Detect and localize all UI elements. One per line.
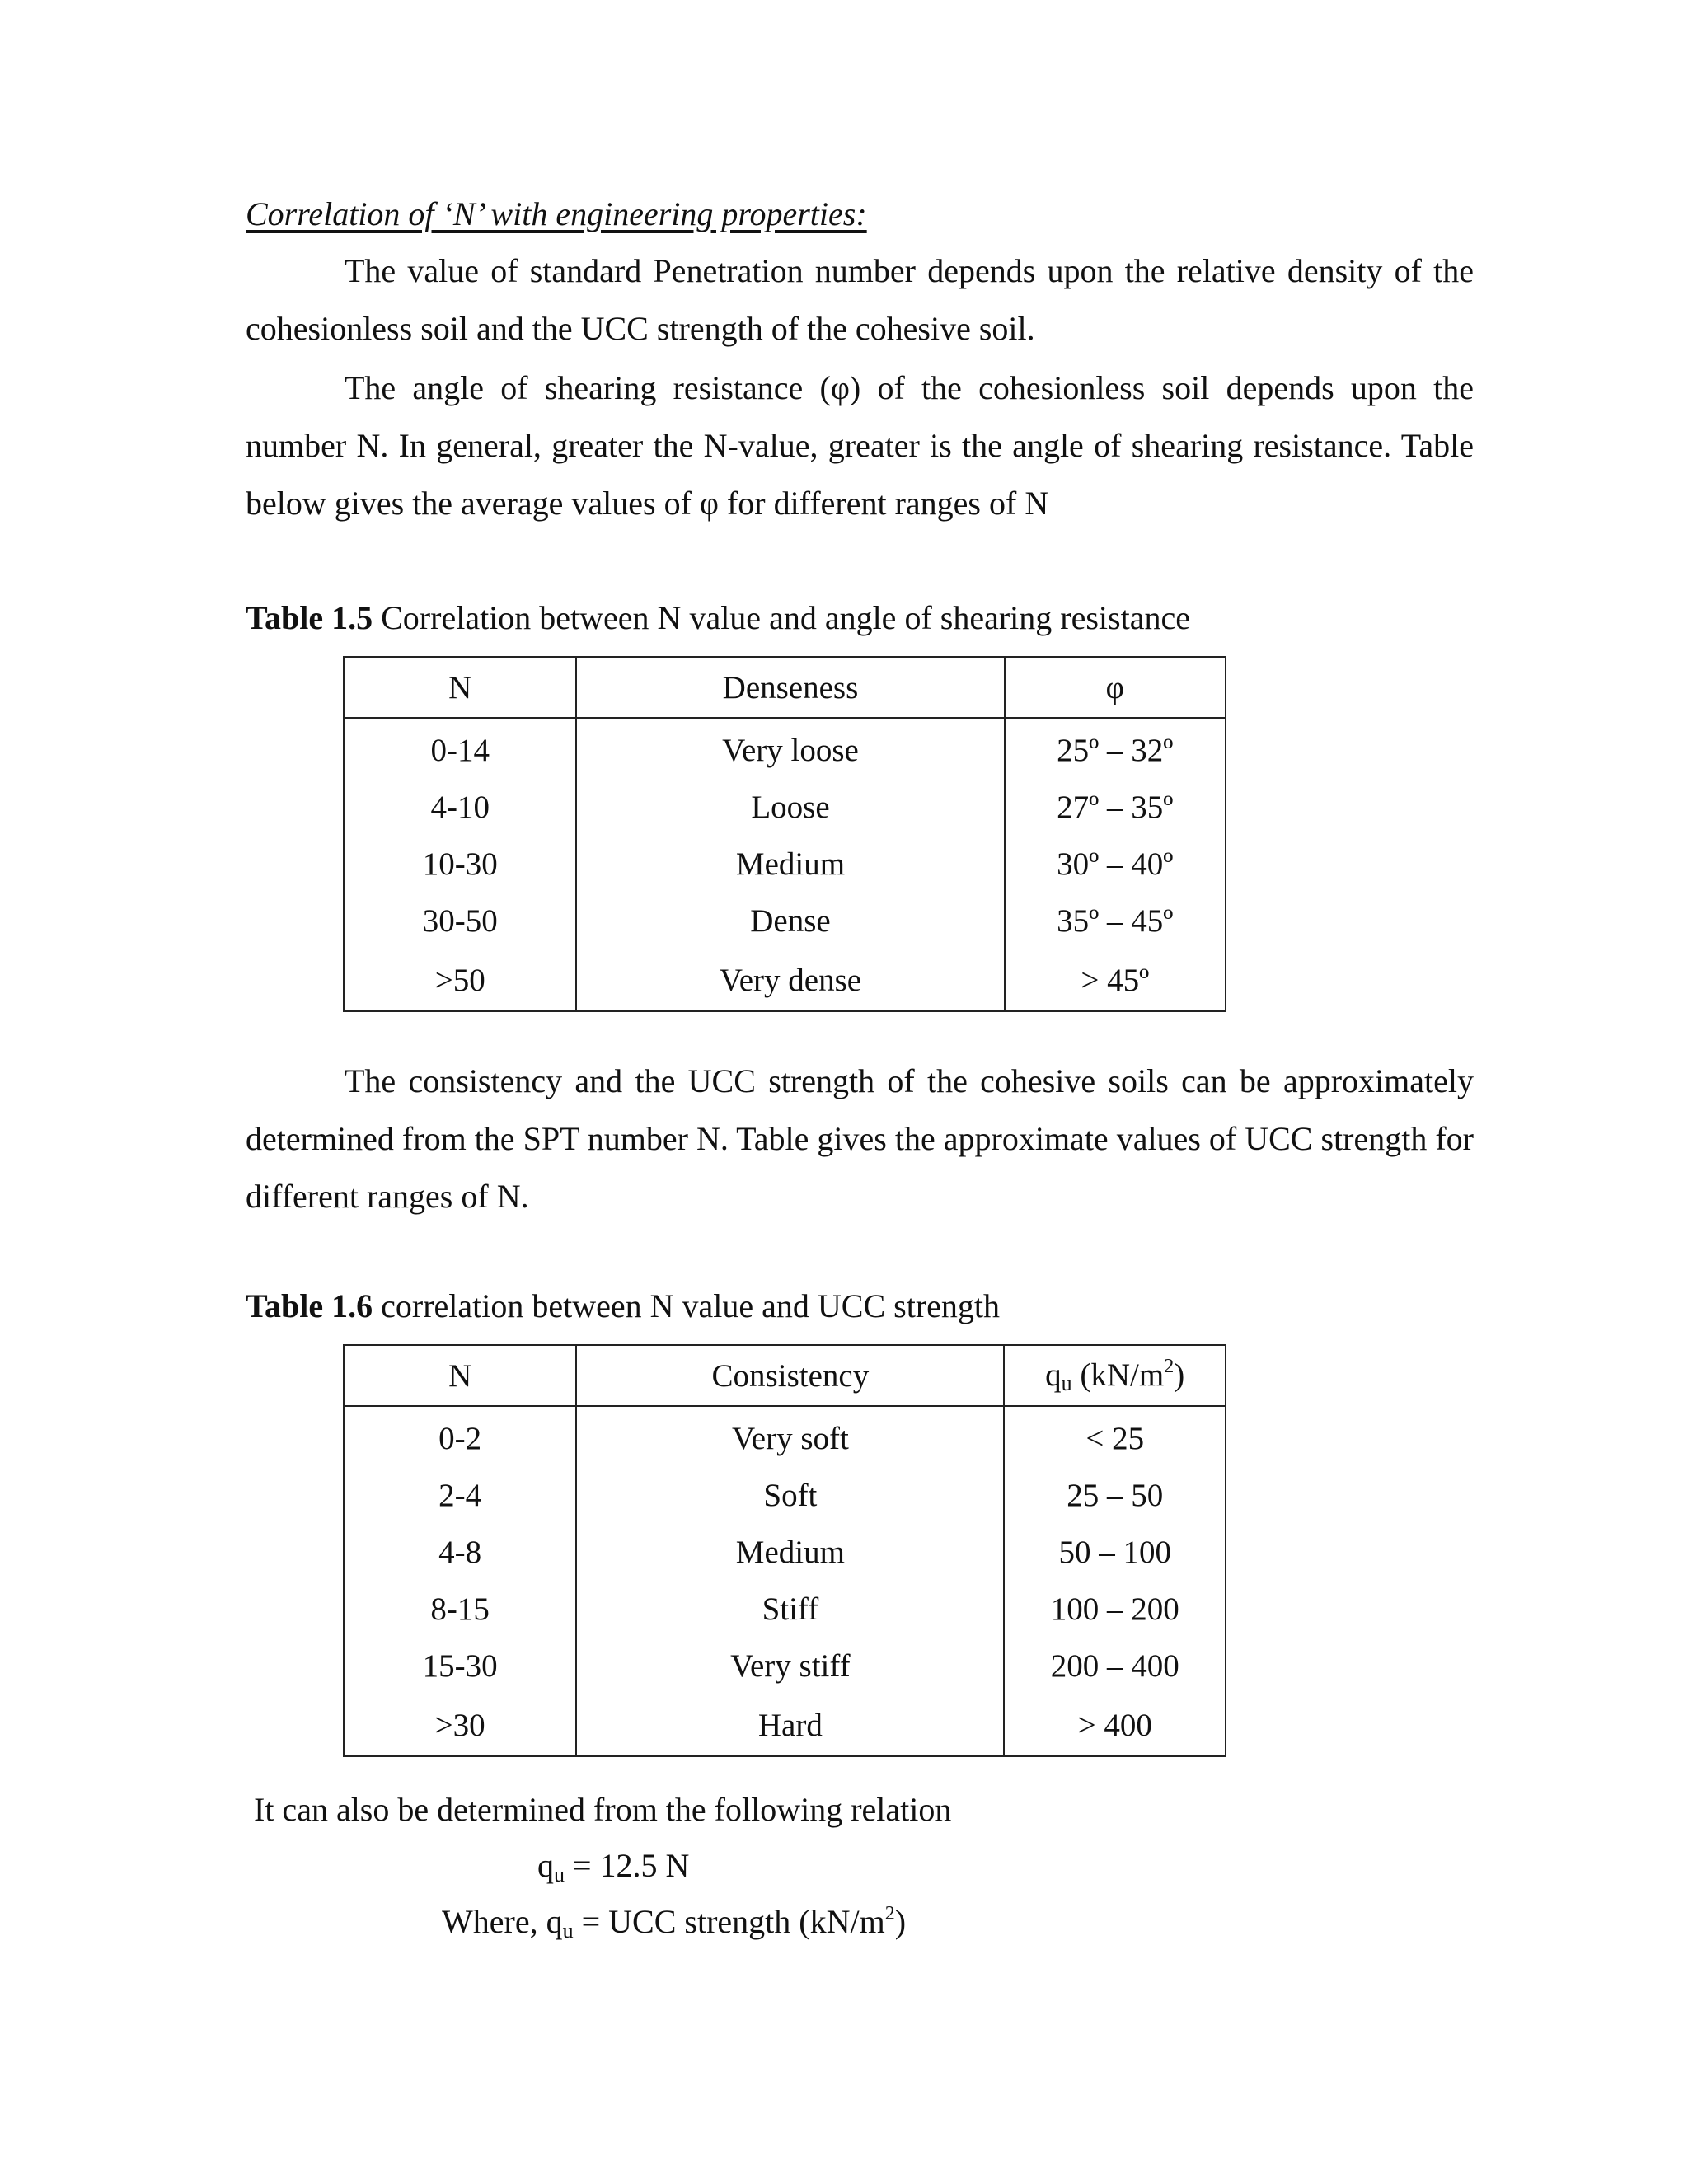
cell-consistency: Soft xyxy=(576,1467,1004,1524)
where-text: = UCC strength (kN/m xyxy=(573,1903,885,1940)
table-1-5-caption xyxy=(246,598,1190,637)
table-1-6-label: Table 1.6 xyxy=(246,1287,373,1324)
cell-qu: > 400 xyxy=(1004,1694,1226,1756)
cell-consistency: Stiff xyxy=(576,1581,1004,1638)
table-row xyxy=(344,1581,1226,1638)
cell-n: 2-4 xyxy=(344,1467,576,1524)
cell-phi: 35º – 45º xyxy=(1005,893,1226,949)
qu-unit-exponent: 2 xyxy=(1164,1355,1175,1377)
table-row xyxy=(344,718,1226,779)
section-heading: Correlation of ‘N’ with engineering properties: xyxy=(246,195,867,232)
header-n: N xyxy=(344,1345,576,1406)
cell-denseness: Very loose xyxy=(576,718,1004,779)
cell-n: 15-30 xyxy=(344,1638,576,1694)
table-row xyxy=(344,1694,1226,1756)
header-n: N xyxy=(344,657,576,718)
cell-n: 4-10 xyxy=(344,779,576,836)
where-prefix: Where, q xyxy=(442,1903,563,1940)
header-consistency: Consistency xyxy=(576,1345,1004,1406)
cell-qu: 25 – 50 xyxy=(1004,1467,1226,1524)
cell-denseness: Medium xyxy=(576,836,1004,893)
cell-consistency: Hard xyxy=(576,1694,1004,1756)
cell-n: 8-15 xyxy=(344,1581,576,1638)
table-1-5-label: Table 1.5 xyxy=(246,599,373,636)
formula-rhs: = 12.5 N xyxy=(565,1847,690,1884)
where-close: ) xyxy=(894,1903,907,1940)
table-n-vs-ucc xyxy=(343,1344,1226,1757)
formula-symbol: q xyxy=(537,1847,554,1884)
table-1-5-title: Correlation between N value and angle of shearing resistance xyxy=(373,599,1190,636)
cell-n: >30 xyxy=(344,1694,576,1756)
cell-phi: 25º – 32º xyxy=(1005,718,1226,779)
cell-qu: 50 – 100 xyxy=(1004,1524,1226,1581)
qu-unit-close: ) xyxy=(1174,1357,1185,1393)
cell-denseness: Very dense xyxy=(576,949,1004,1011)
qu-unit: (kN/m xyxy=(1071,1357,1165,1393)
table-row xyxy=(344,1524,1226,1581)
table-row xyxy=(344,1406,1226,1467)
cell-qu: 100 – 200 xyxy=(1004,1581,1226,1638)
paragraph-spt-dependence: The value of standard Penetration number depends upon the relative density of the cohesionless soil and the UCC strength of the cohesive soil. xyxy=(246,252,1474,347)
table-row xyxy=(344,836,1226,893)
cell-qu: < 25 xyxy=(1004,1406,1226,1467)
formula-qu xyxy=(537,1846,689,1887)
cell-phi: 30º – 40º xyxy=(1005,836,1226,893)
table-row xyxy=(344,779,1226,836)
header-phi: φ xyxy=(1005,657,1226,718)
cell-n: >50 xyxy=(344,949,576,1011)
header-denseness: Denseness xyxy=(576,657,1004,718)
cell-n: 30-50 xyxy=(344,893,576,949)
table-row xyxy=(344,949,1226,1011)
table-1-6-caption xyxy=(246,1286,1000,1325)
header-qu xyxy=(1004,1345,1226,1406)
paragraph-consistency: The consistency and the UCC strength of the cohesive soils can be approximately determined from the SPT number N. Table gives the approximate values of UCC strength for different ranges of N. xyxy=(246,1062,1474,1215)
table-1-6-title: correlation between N value and UCC strength xyxy=(373,1287,1001,1324)
table-header-row xyxy=(344,657,1226,718)
cell-n: 0-2 xyxy=(344,1406,576,1467)
cell-consistency: Very stiff xyxy=(576,1638,1004,1694)
cell-qu: 200 – 400 xyxy=(1004,1638,1226,1694)
formula-definition xyxy=(442,1902,906,1943)
cell-consistency: Very soft xyxy=(576,1406,1004,1467)
cell-n: 0-14 xyxy=(344,718,576,779)
table-n-vs-phi xyxy=(343,656,1226,1012)
table-header-row xyxy=(344,1345,1226,1406)
paragraph-shearing-resistance: The angle of shearing resistance (φ) of the cohesionless soil depends upon the number N. In general, greater the N-value, greater is the angle of shearing resistance. Table below gives the average values of φ for different ranges of N xyxy=(246,369,1474,522)
qu-symbol: q xyxy=(1045,1357,1062,1393)
table-row xyxy=(344,893,1226,949)
cell-denseness: Dense xyxy=(576,893,1004,949)
cell-phi: > 45º xyxy=(1005,949,1226,1011)
formula-subscript: u xyxy=(554,1863,565,1886)
cell-phi: 27º – 35º xyxy=(1005,779,1226,836)
cell-denseness: Loose xyxy=(576,779,1004,836)
cell-n: 10-30 xyxy=(344,836,576,893)
where-exponent: 2 xyxy=(884,1903,895,1924)
relation-intro: It can also be determined from the following relation xyxy=(254,1791,952,1828)
table-row xyxy=(344,1638,1226,1694)
cell-consistency: Medium xyxy=(576,1524,1004,1581)
cell-n: 4-8 xyxy=(344,1524,576,1581)
qu-subscript: u xyxy=(1061,1371,1072,1395)
where-subscript: u xyxy=(562,1919,574,1943)
table-row xyxy=(344,1467,1226,1524)
